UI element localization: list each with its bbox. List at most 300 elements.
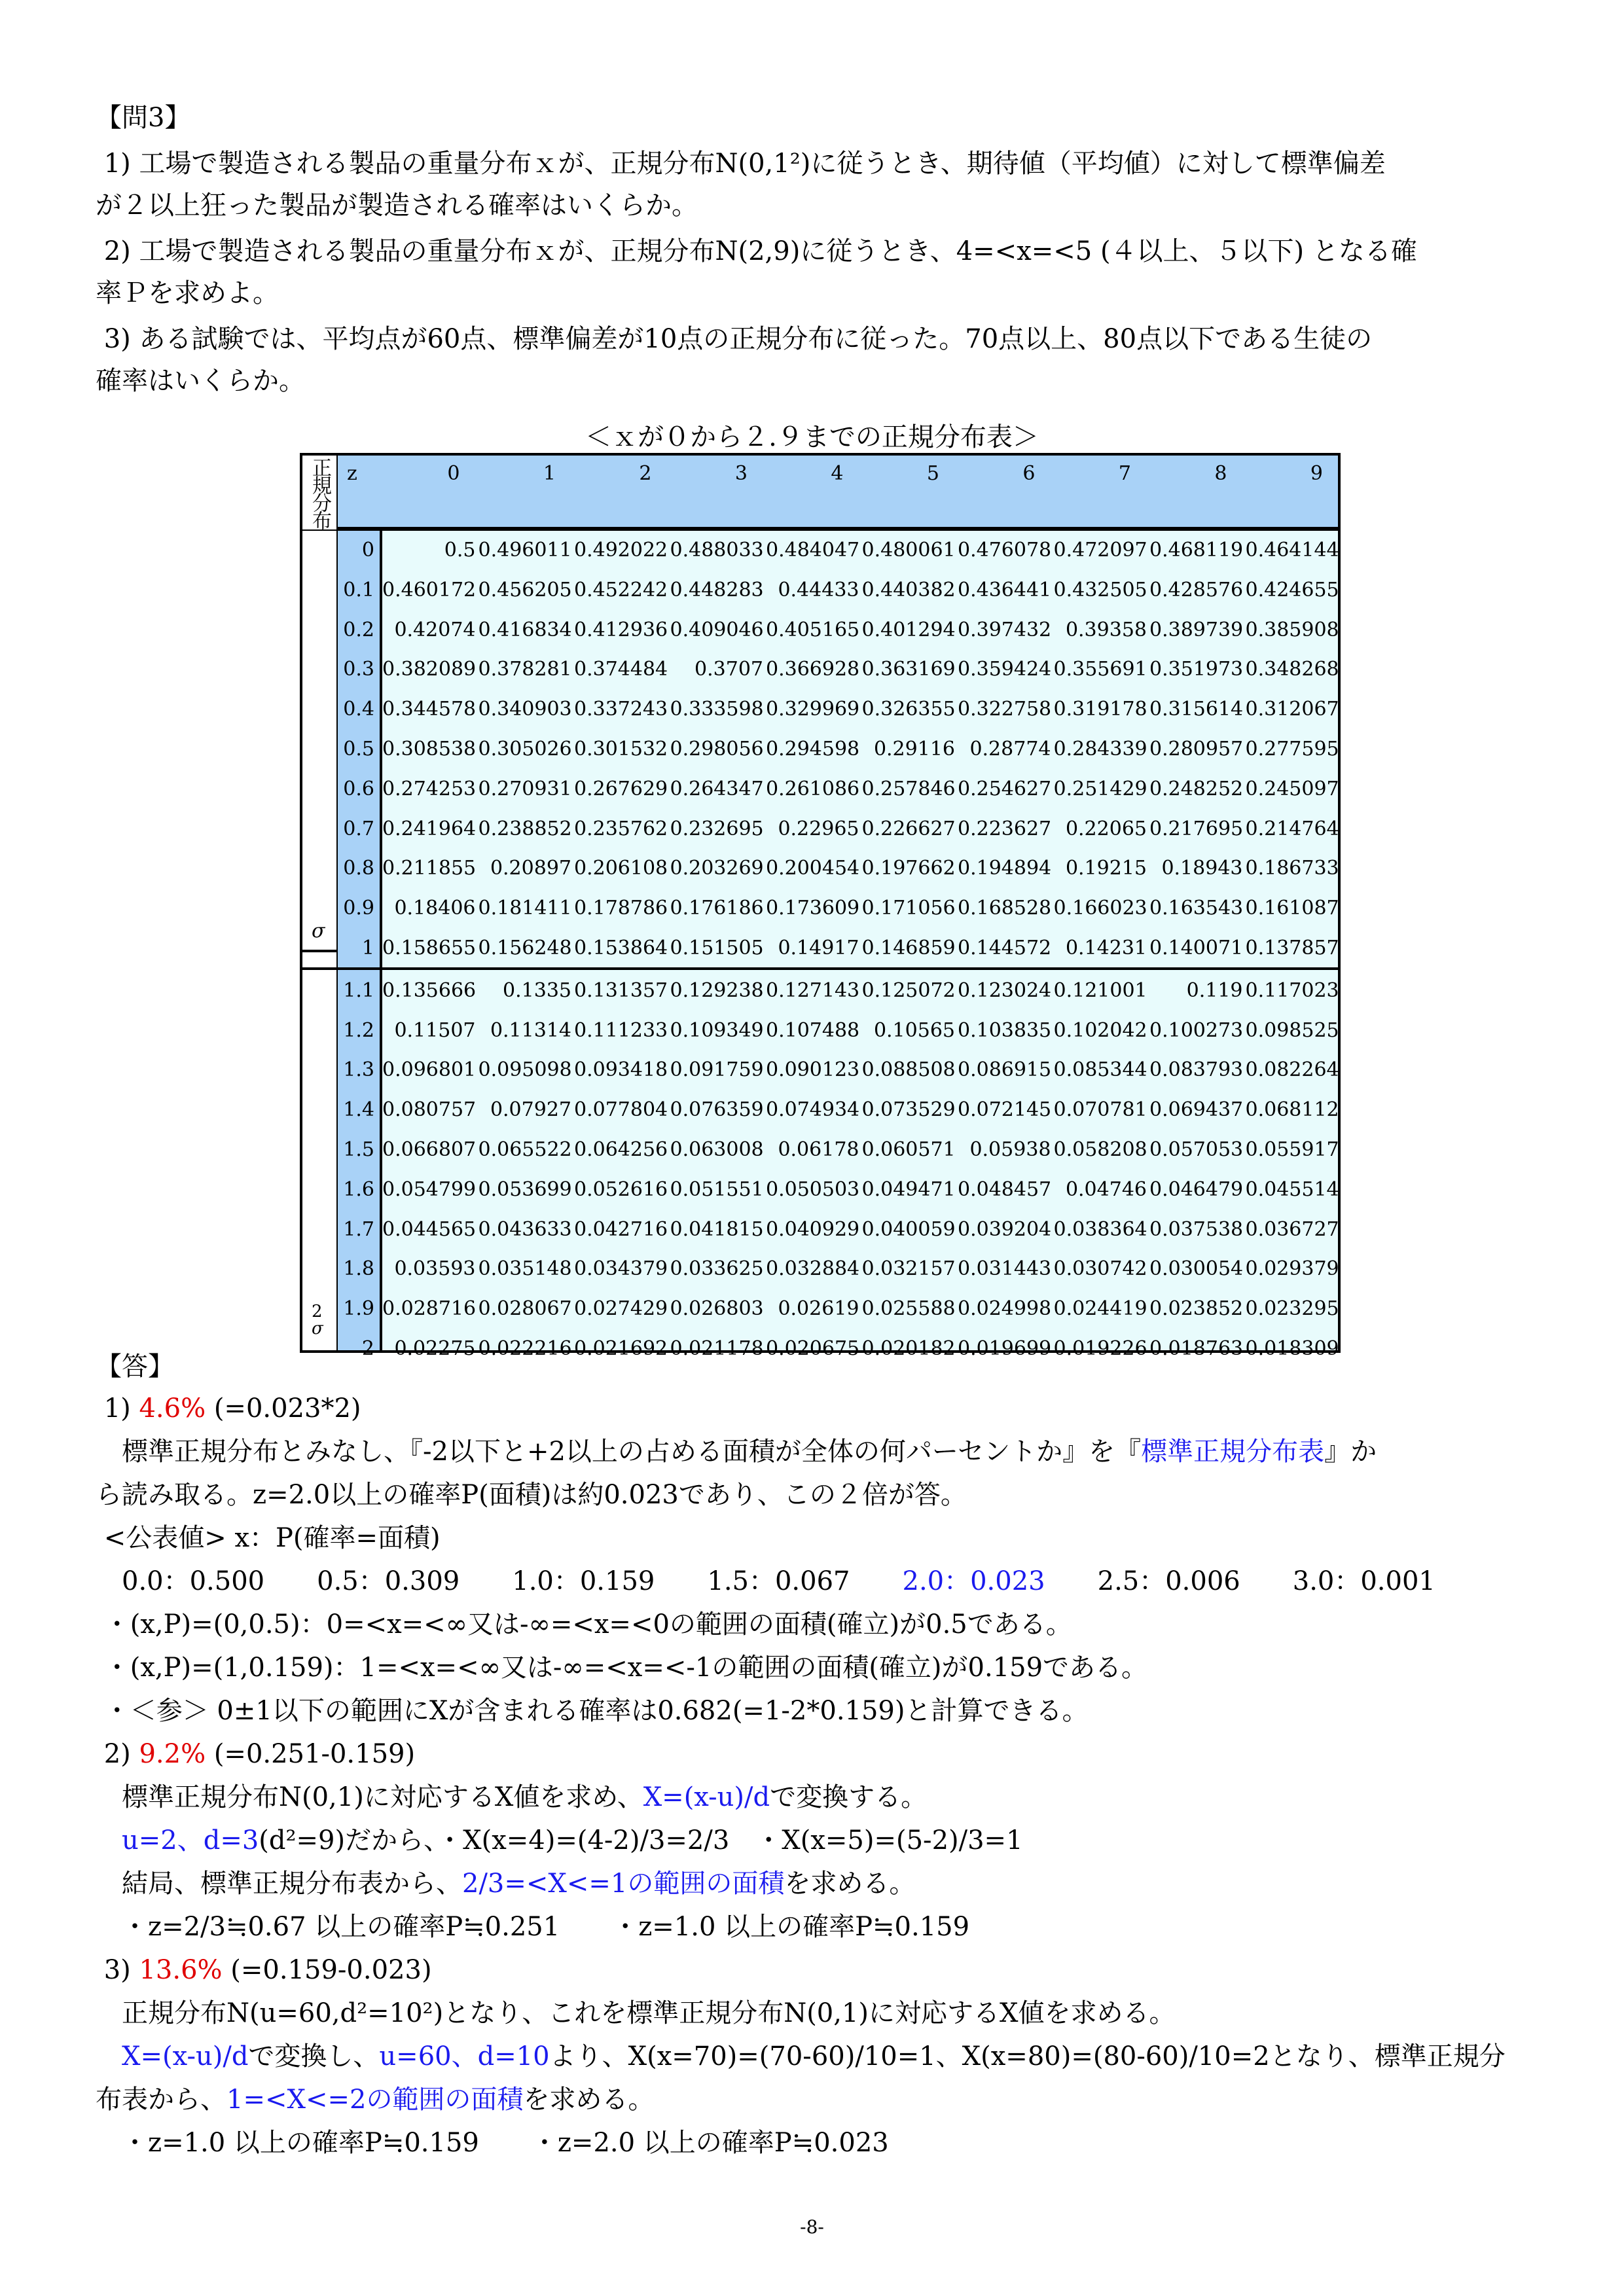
z-value: 0.8 [343, 857, 374, 880]
table-side-label: 正規分布 [302, 456, 338, 531]
table-cell: 0.044565 [382, 1217, 477, 1241]
table-cell: 0.226627 [861, 817, 956, 840]
table-cell: 0.023295 [1245, 1297, 1339, 1321]
z-value: 1 [361, 937, 374, 960]
answer-1-number: 1) [96, 1393, 139, 1424]
answer-2-line-1 [96, 1779, 927, 1816]
column-header: 0 [447, 462, 460, 485]
table-cell: 0.039204 [958, 1217, 1052, 1241]
answer-1-line-1 [96, 1433, 1377, 1470]
text: で変換する。 [770, 1782, 928, 1812]
answer-2-calc: (=0.251-0.159) [206, 1739, 416, 1769]
table-cell: 0.119 [1186, 978, 1243, 1002]
z-value: 1.3 [343, 1058, 374, 1082]
table-cell: 0.107488 [766, 1018, 860, 1042]
sigma-divider [302, 967, 1338, 970]
table-cell: 0.301532 [574, 738, 668, 761]
point-3: ・＜参＞ 0±1以下の範囲にXが含まれる確率は0.682(=1-2*0.159)と計算できる。 [96, 1696, 1089, 1726]
table-cell: 0.076359 [670, 1098, 764, 1122]
table-cell: 0.277595 [1245, 738, 1339, 761]
text: 布表から、 [96, 2085, 226, 2115]
table-cell: 0.284339 [1053, 738, 1147, 761]
table-cell: 0.032884 [766, 1257, 860, 1281]
table-cell: 0.024419 [1053, 1297, 1147, 1321]
table-cell: 0.031443 [958, 1257, 1052, 1281]
table-cell: 0.308538 [382, 738, 477, 761]
table-cell: 0.02275 [394, 1337, 476, 1360]
table-cell: 0.085344 [1053, 1058, 1147, 1082]
table-cell: 0.028067 [478, 1297, 572, 1321]
table-cell: 0.312067 [1245, 698, 1339, 721]
z-column [338, 531, 382, 1360]
answer-1-line-2: ら読み取る。z=2.0以上の確率P(面積)は約0.023であり、この２倍が答。 [96, 1480, 967, 1510]
table-cell: 0.146859 [861, 937, 956, 960]
table-cell: 0.267629 [574, 777, 668, 800]
table-cell: 0.280957 [1149, 738, 1244, 761]
table-cell: 0.18943 [1161, 857, 1243, 880]
table-cell: 0.054799 [382, 1177, 477, 1201]
table-cell: 0.333598 [670, 698, 764, 721]
table-cell: 0.027429 [574, 1297, 668, 1321]
table-cell: 0.041815 [670, 1217, 764, 1241]
table-cell: 0.424655 [1245, 578, 1339, 601]
table-cell: 0.211855 [382, 857, 477, 880]
table-cell: 0.156248 [478, 937, 572, 960]
answer-3-value: 13.6% [139, 1955, 223, 1985]
question-3-line-1: 3) ある試験では、平均点が60点、標準偏差が10点の正規分布に従った。70点以上、80点以下である生徒の [96, 324, 1373, 354]
table-cell: 0.382089 [382, 658, 477, 681]
point-2: ・(x,P)=(1,0.159)：1=<x=<∞又は-∞=<x=<-1の範囲の面積(確立)が0.159である。 [96, 1653, 1148, 1683]
table-cell: 0.257846 [861, 777, 956, 800]
table-cell: 0.232695 [670, 817, 764, 840]
answer-3-head [96, 1952, 432, 1988]
table-cell: 0.261086 [766, 777, 860, 800]
text [96, 1825, 122, 1856]
table-cell: 0.086915 [958, 1058, 1052, 1082]
text: 2.5：0.006 3.0：0.001 [1045, 1566, 1435, 1596]
table-cell: 0.200454 [766, 857, 860, 880]
table-cell: 0.05938 [969, 1138, 1051, 1161]
z-value: 0.7 [343, 817, 374, 840]
z-value: 1.7 [343, 1217, 374, 1241]
z-value: 0.2 [343, 618, 374, 641]
table-cell: 0.069437 [1149, 1098, 1244, 1122]
public-values-line [96, 1563, 1435, 1600]
answer-3-calc: (=0.159-0.023) [222, 1955, 432, 1985]
table-cell: 0.322758 [958, 698, 1052, 721]
table-cell: 0.135666 [382, 978, 477, 1002]
table-cell: 0.235762 [574, 817, 668, 840]
highlight-text: 1=<X<=2の範囲の面積 [226, 2085, 524, 2115]
table-cell: 0.363169 [861, 658, 956, 681]
answer-1-calc: (=0.023*2) [206, 1393, 361, 1424]
table-cell: 0.401294 [861, 618, 956, 641]
table-cell: 0.1335 [503, 978, 571, 1002]
table-cell: 0.082264 [1245, 1058, 1339, 1082]
table-cell: 0.066807 [382, 1138, 477, 1161]
table-cell: 0.472097 [1053, 539, 1147, 562]
table-cell: 0.488033 [670, 539, 764, 562]
column-header: 7 [1118, 462, 1131, 485]
answer-2-number: 2) [96, 1739, 139, 1769]
table-cell: 0.021178 [670, 1337, 764, 1360]
table-cell: 0.264347 [670, 777, 764, 800]
table-cell: 0.206108 [574, 857, 668, 880]
answer-2-line-3 [96, 1865, 915, 1902]
z-value: 1.8 [343, 1257, 374, 1281]
table-cell: 0.359424 [958, 658, 1052, 681]
table-cell: 0.06178 [778, 1138, 859, 1161]
column-header: 6 [1022, 462, 1036, 485]
table-cell: 0.19215 [1065, 857, 1147, 880]
table-cell: 0.019226 [1053, 1337, 1147, 1360]
table-cell: 0.18406 [394, 897, 476, 920]
text: (d²=9)だから、・X(x=4)=(4-2)/3=2/3 ・X(x=5)=(5-2)/3=1 [259, 1825, 1023, 1856]
two-sigma-top: 2 [312, 1302, 323, 1321]
table-cell: 0.448283 [670, 578, 764, 601]
table-cell: 0.294598 [766, 738, 860, 761]
table-cell: 0.214764 [1245, 817, 1339, 840]
question-2-line-2: 率Ｐを求めよ。 [96, 278, 279, 308]
table-cell: 0.238852 [478, 817, 572, 840]
question-heading: 【問3】 [96, 103, 191, 133]
table-cell: 0.117023 [1245, 978, 1339, 1002]
table-cell: 0.223627 [958, 817, 1052, 840]
table-cell: 0.024998 [958, 1297, 1052, 1321]
table-cell: 0.348268 [1245, 658, 1339, 681]
table-cell: 0.22965 [778, 817, 859, 840]
two-sigma-band [302, 950, 338, 1350]
text: より、X(x=70)=(70-60)/10=1、X(x=80)=(80-60)/10=2となり、標準正規分 [549, 2041, 1506, 2072]
table-cell: 0.11314 [490, 1018, 571, 1042]
table-cell: 0.397432 [958, 618, 1052, 641]
table-cell: 0.194894 [958, 857, 1052, 880]
text: 』か [1324, 1437, 1377, 1467]
table-cell: 0.319178 [1053, 698, 1147, 721]
table-cell: 0.436441 [958, 578, 1052, 601]
highlight-text: 標準正規分布表 [1141, 1437, 1325, 1467]
table-cell: 0.274253 [382, 777, 477, 800]
table-cell: 0.39358 [1065, 618, 1147, 641]
table-cell: 0.091759 [670, 1058, 764, 1082]
table-cell: 0.045514 [1245, 1177, 1339, 1201]
table-cell: 0.04746 [1065, 1177, 1147, 1201]
highlight-text: u=60、d=10 [379, 2041, 550, 2072]
table-cell: 0.405165 [766, 618, 860, 641]
table-cell: 0.432505 [1053, 578, 1147, 601]
table-cell: 0.181411 [478, 897, 572, 920]
table-cell: 0.127143 [766, 978, 860, 1002]
table-cell: 0.053699 [478, 1177, 572, 1201]
table-cell: 0.241964 [382, 817, 477, 840]
text: 標準正規分布N(0,1)に対応するX値を求め、 [96, 1782, 643, 1812]
table-cell: 0.029379 [1245, 1257, 1339, 1281]
table-cell: 0.038364 [1053, 1217, 1147, 1241]
text: 結局、標準正規分布表から、 [96, 1869, 462, 1899]
z-value: 0.9 [343, 897, 374, 920]
table-cell: 0.298056 [670, 738, 764, 761]
normal-distribution-table [300, 453, 1341, 1360]
table-cell: 0.14231 [1065, 937, 1147, 960]
table-cell: 0.096801 [382, 1058, 477, 1082]
text: で変換し、 [248, 2041, 380, 2072]
text: 0.0：0.500 0.5：0.309 1.0：0.159 1.5：0.067 [96, 1566, 903, 1596]
z-value: 0.6 [343, 777, 374, 800]
column-header-bar [338, 456, 1338, 531]
table-cell: 0.070781 [1053, 1098, 1147, 1122]
table-cell: 0.018763 [1149, 1337, 1244, 1360]
column-header: 1 [543, 462, 556, 485]
table-cell: 0.050503 [766, 1177, 860, 1201]
table-cell: 0.5 [444, 539, 476, 562]
table-cell: 0.020182 [861, 1337, 956, 1360]
column-header: 4 [831, 462, 844, 485]
answer-2-line-4: ・z=2/3≒0.67 以上の確率P≒0.251 ・z=1.0 以上の確率P≒0.159 [96, 1912, 970, 1942]
table-cell: 0.480061 [861, 539, 956, 562]
table-cell: 0.412936 [574, 618, 668, 641]
table-cell: 0.030742 [1053, 1257, 1147, 1281]
column-header: 5 [926, 462, 939, 485]
table-cell: 0.476078 [958, 539, 1052, 562]
text: 標準正規分布とみなし、『-2以下と+2以上の占める面積が全体の何パーセントか』を『 [96, 1437, 1142, 1467]
table-cell: 0.163543 [1149, 897, 1244, 920]
table-cell: 0.44433 [778, 578, 859, 601]
table-cell: 0.018309 [1245, 1337, 1339, 1360]
table-cell: 0.036727 [1245, 1217, 1339, 1241]
table-cell: 0.389739 [1149, 618, 1244, 641]
table-cell: 0.251429 [1053, 777, 1147, 800]
table-cell: 0.3707 [695, 658, 763, 681]
table-cell: 0.460172 [382, 578, 477, 601]
question-3-line-2: 確率はいくらか。 [96, 366, 305, 396]
table-cell: 0.025588 [861, 1297, 956, 1321]
answer-3-line-3 [96, 2081, 654, 2118]
table-cell: 0.055917 [1245, 1138, 1339, 1161]
question-2-line-1: 2) 工場で製造される製品の重量分布ｘが、正規分布N(2,9)に従うとき、4=<x=<5 (４以上、５以下) となる確 [96, 236, 1417, 266]
table-cell: 0.186733 [1245, 857, 1339, 880]
table-cell: 0.344578 [382, 698, 477, 721]
table-cell: 0.125072 [861, 978, 956, 1002]
table-cell: 0.051551 [670, 1177, 764, 1201]
table-cell: 0.088508 [861, 1058, 956, 1082]
table-cell: 0.065522 [478, 1138, 572, 1161]
table-cell: 0.080757 [382, 1098, 477, 1122]
table-cell: 0.109349 [670, 1018, 764, 1042]
question-1-line-1: 1) 工場で製造される製品の重量分布ｘが、正規分布N(0,1²)に従うとき、期待値（平均値）に対して標準偏差 [96, 149, 1386, 179]
text: を求める。 [784, 1869, 916, 1899]
highlight-text: X=(x-u)/d [122, 2041, 249, 2072]
table-cell: 0.073529 [861, 1098, 956, 1122]
column-header: 9 [1310, 462, 1323, 485]
table-cell: 0.161087 [1245, 897, 1339, 920]
table-caption: ＜ｘが０から２.９までの正規分布表＞ [585, 422, 1039, 452]
table-cell: 0.166023 [1053, 897, 1147, 920]
table-cell: 0.057053 [1149, 1138, 1244, 1161]
table-cell: 0.176186 [670, 897, 764, 920]
table-cell: 0.032157 [861, 1257, 956, 1281]
table-cell: 0.072145 [958, 1098, 1052, 1122]
table-cell: 0.378281 [478, 658, 572, 681]
table-cell: 0.168528 [958, 897, 1052, 920]
table-cell: 0.270931 [478, 777, 572, 800]
table-cell: 0.374484 [574, 658, 668, 681]
table-cell: 0.019699 [958, 1337, 1052, 1360]
table-cell: 0.026803 [670, 1297, 764, 1321]
table-cell: 0.158655 [382, 937, 477, 960]
z-value: 0.4 [343, 698, 374, 721]
table-cell: 0.385908 [1245, 618, 1339, 641]
answer-2-value: 9.2% [139, 1739, 206, 1769]
z-value: 2 [361, 1337, 374, 1360]
table-cell: 0.060571 [861, 1138, 956, 1161]
column-header: 2 [639, 462, 652, 485]
table-cell: 0.153864 [574, 937, 668, 960]
table-cell: 0.043633 [478, 1217, 572, 1241]
table-cell: 0.468119 [1149, 539, 1244, 562]
sigma-band [302, 531, 338, 950]
table-cell: 0.021692 [574, 1337, 668, 1360]
table-cell: 0.064256 [574, 1138, 668, 1161]
table-cell: 0.123024 [958, 978, 1052, 1002]
table-cell: 0.058208 [1053, 1138, 1147, 1161]
table-cell: 0.040929 [766, 1217, 860, 1241]
table-cell: 0.440382 [861, 578, 956, 601]
table-cell: 0.151505 [670, 937, 764, 960]
table-cell: 0.046479 [1149, 1177, 1244, 1201]
table-cell: 0.100273 [1149, 1018, 1244, 1042]
z-value: 0.1 [343, 578, 374, 601]
table-cell: 0.329969 [766, 698, 860, 721]
table-cell: 0.068112 [1245, 1098, 1339, 1122]
highlight-text: 2/3=<X<=1の範囲の面積 [462, 1869, 785, 1899]
column-header: 3 [734, 462, 748, 485]
page-number: -8- [800, 2216, 824, 2238]
table-cell: 0.052616 [574, 1177, 668, 1201]
answer-2-line-2 [96, 1822, 1023, 1859]
answer-1-value: 4.6% [139, 1393, 206, 1424]
table-cell: 0.035148 [478, 1257, 572, 1281]
two-sigma-bottom: σ [312, 1319, 323, 1338]
table-cell: 0.245097 [1245, 777, 1339, 800]
table-cell: 0.144572 [958, 937, 1052, 960]
table-cell: 0.452242 [574, 578, 668, 601]
answer-3-line-4: ・z=1.0 以上の確率P≒0.159 ・z=2.0 以上の確率P≒0.023 [96, 2128, 889, 2158]
z-value: 1.6 [343, 1177, 374, 1201]
table-cell: 0.409046 [670, 618, 764, 641]
table-cell: 0.42074 [394, 618, 476, 641]
table-cell: 0.305026 [478, 738, 572, 761]
table-cell: 0.492022 [574, 539, 668, 562]
question-1-line-2: が２以上狂った製品が製造される確率はいくらか。 [96, 190, 698, 221]
table-cell: 0.042716 [574, 1217, 668, 1241]
table-cell: 0.129238 [670, 978, 764, 1002]
table-cell: 0.037538 [1149, 1217, 1244, 1241]
z-value: 0.5 [343, 738, 374, 761]
z-value: 1.2 [343, 1018, 374, 1042]
table-cell: 0.033625 [670, 1257, 764, 1281]
table-cell: 0.028716 [382, 1297, 477, 1321]
table-cell: 0.048457 [958, 1177, 1052, 1201]
highlight-text: X=(x-u)/d [643, 1782, 770, 1812]
table-cell: 0.020675 [766, 1337, 860, 1360]
answer-2-head [96, 1736, 415, 1772]
table-cell: 0.131357 [574, 978, 668, 1002]
table-cell: 0.095098 [478, 1058, 572, 1082]
table-cell: 0.137857 [1245, 937, 1339, 960]
table-cell: 0.28774 [969, 738, 1051, 761]
table-cell: 0.11507 [394, 1018, 476, 1042]
public-values-title: <公表値> x：P(確率=面積) [96, 1523, 441, 1553]
table-cell: 0.030054 [1149, 1257, 1244, 1281]
table-cell: 0.02619 [778, 1297, 859, 1321]
text: を求める。 [523, 2085, 655, 2115]
table-cell: 0.090123 [766, 1058, 860, 1082]
table-cell: 0.093418 [574, 1058, 668, 1082]
table-cell: 0.111233 [574, 1018, 668, 1042]
z-value: 0.3 [343, 658, 374, 681]
table-cell: 0.355691 [1053, 658, 1147, 681]
table-cell: 0.428576 [1149, 578, 1244, 601]
table-cell: 0.049471 [861, 1177, 956, 1201]
table-cell: 0.140071 [1149, 937, 1244, 960]
table-cell: 0.496011 [478, 539, 572, 562]
column-header: 8 [1214, 462, 1227, 485]
answer-3-number: 3) [96, 1955, 139, 1985]
table-cell: 0.326355 [861, 698, 956, 721]
table-cell: 0.203269 [670, 857, 764, 880]
answer-3-line-1: 正規分布N(u=60,d²=10²)となり、これを標準正規分布N(0,1)に対応するX値を求める。 [96, 1998, 1176, 2028]
table-cell: 0.484047 [766, 539, 860, 562]
table-cell: 0.178786 [574, 897, 668, 920]
table-cell: 0.173609 [766, 897, 860, 920]
z-header: z [347, 462, 357, 485]
text [96, 2041, 122, 2072]
table-cell: 0.22065 [1065, 817, 1147, 840]
table-cell: 0.063008 [670, 1138, 764, 1161]
table-cell: 0.040059 [861, 1217, 956, 1241]
table-cell: 0.07927 [490, 1098, 571, 1122]
table-cell: 0.121001 [1053, 978, 1147, 1002]
z-value: 1.5 [343, 1138, 374, 1161]
table-cell: 0.416834 [478, 618, 572, 641]
table-cell: 0.248252 [1149, 777, 1244, 800]
z-value: 0 [361, 539, 374, 562]
answer-3-line-2 [96, 2038, 1506, 2075]
table-cell: 0.03593 [394, 1257, 476, 1281]
table-cell: 0.315614 [1149, 698, 1244, 721]
table-cell: 0.366928 [766, 658, 860, 681]
table-cell: 0.197662 [861, 857, 956, 880]
table-cell: 0.351973 [1149, 658, 1244, 681]
table-cell: 0.083793 [1149, 1058, 1244, 1082]
sigma-label: σ [312, 920, 325, 942]
highlight-text: 2.0：0.023 [902, 1566, 1045, 1596]
z-value: 1.4 [343, 1098, 374, 1122]
z-value: 1.9 [343, 1297, 374, 1321]
highlight-text: u=2、d=3 [122, 1825, 259, 1856]
table-cell: 0.217695 [1149, 817, 1244, 840]
point-1: ・(x,P)=(0,0.5)：0=<x=<∞又は-∞=<x=<0の範囲の面積(確立)が0.5である。 [96, 1609, 1072, 1640]
table-cell: 0.077804 [574, 1098, 668, 1122]
table-cell: 0.20897 [490, 857, 571, 880]
table-cell: 0.023852 [1149, 1297, 1244, 1321]
table-cell: 0.29116 [873, 738, 955, 761]
table-cell: 0.103835 [958, 1018, 1052, 1042]
table-cell: 0.254627 [958, 777, 1052, 800]
table-cell: 0.171056 [861, 897, 956, 920]
table-cell: 0.340903 [478, 698, 572, 721]
table-cell: 0.337243 [574, 698, 668, 721]
